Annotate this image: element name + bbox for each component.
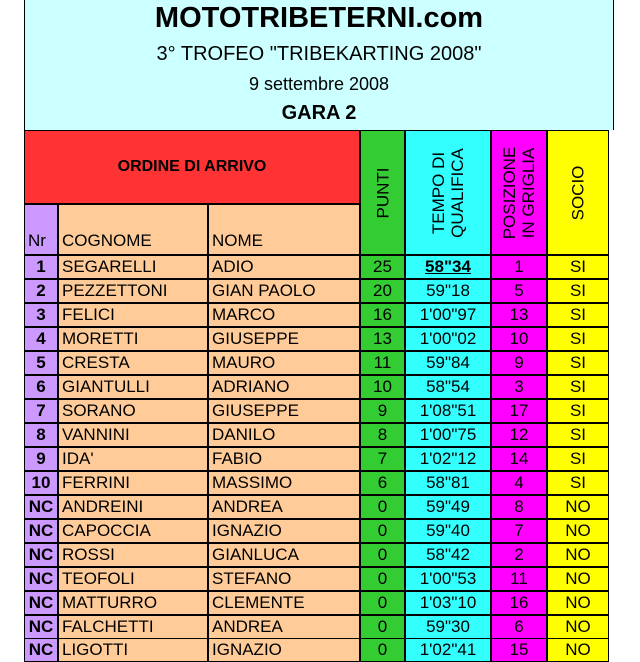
row-member: SI: [547, 255, 609, 279]
race-name: GARA 2: [281, 102, 357, 124]
row-nr: 9: [24, 447, 58, 471]
nr-header: [24, 204, 58, 255]
row-surname: CRESTA: [58, 351, 208, 375]
row-name: IGNAZIO: [208, 519, 360, 543]
row-grid: 4: [491, 471, 547, 495]
results-sheet: [24, 0, 612, 662]
row-nr: NC: [24, 543, 58, 567]
table-row: [24, 327, 612, 351]
grid-header-label: [500, 146, 538, 239]
row-name: GIANLUCA: [208, 543, 360, 567]
row-surname: FELICI: [58, 303, 208, 327]
row-time: 1'00"97: [405, 303, 491, 327]
row-member: SI: [547, 375, 609, 399]
row-time: 59"40: [405, 519, 491, 543]
surname-header-label: COGNOME: [62, 231, 152, 250]
row-grid: 10: [491, 327, 547, 351]
row-name: MAURO: [208, 351, 360, 375]
row-grid: 5: [491, 279, 547, 303]
row-points: 20: [360, 279, 405, 303]
row-points: 7: [360, 447, 405, 471]
row-name: DANILO: [208, 423, 360, 447]
row-surname: VANNINI: [58, 423, 208, 447]
nr-header-label: Nr: [28, 231, 46, 250]
table-row: [24, 567, 612, 591]
row-member: SI: [547, 351, 609, 375]
row-name: ADIO: [208, 255, 360, 279]
table-row: [24, 375, 612, 399]
row-surname: CAPOCCIA: [58, 519, 208, 543]
row-points: 0: [360, 591, 405, 615]
row-points: 13: [360, 327, 405, 351]
row-name: STEFANO: [208, 567, 360, 591]
time-header-label: [429, 148, 467, 238]
row-points: 0: [360, 519, 405, 543]
row-time: 58"81: [405, 471, 491, 495]
row-time: 1'00"53: [405, 567, 491, 591]
row-name: GIAN PAOLO: [208, 279, 360, 303]
row-nr: NC: [24, 591, 58, 615]
row-points: 8: [360, 423, 405, 447]
row-name: GIUSEPPE: [208, 327, 360, 351]
time-header-line1: TEMPO DI: [429, 151, 448, 234]
time-header-line2: QUALIFICA: [448, 147, 467, 238]
row-name: FABIO: [208, 447, 360, 471]
row-name: MASSIMO: [208, 471, 360, 495]
row-points: 11: [360, 351, 405, 375]
row-member: NO: [547, 615, 609, 639]
row-member: SI: [547, 303, 609, 327]
member-header-label: SOCIO: [568, 165, 588, 220]
row-member: NO: [547, 495, 609, 519]
row-member: NO: [547, 519, 609, 543]
row-time: 1'02"41: [405, 638, 491, 662]
row-nr: 4: [24, 327, 58, 351]
row-time: 1'03"10: [405, 591, 491, 615]
time-header: [405, 130, 491, 255]
row-name: ANDREA: [208, 495, 360, 519]
row-nr: 10: [24, 471, 58, 495]
row-grid: 17: [491, 399, 547, 423]
row-member: SI: [547, 279, 609, 303]
row-points: 0: [360, 567, 405, 591]
row-surname: PEZZETTONI: [58, 279, 208, 303]
name-header-label: NOME: [212, 231, 263, 250]
row-name: MARCO: [208, 303, 360, 327]
table-row: [24, 615, 612, 639]
row-member: SI: [547, 327, 609, 351]
order-header: ORDINE DI ARRIVO: [24, 130, 360, 204]
table-row: [24, 638, 612, 662]
row-surname: FERRINI: [58, 471, 208, 495]
row-points: 10: [360, 375, 405, 399]
row-member: SI: [547, 447, 609, 471]
row-grid: 2: [491, 543, 547, 567]
row-surname: SEGARELLI: [58, 255, 208, 279]
table-row: [24, 471, 612, 495]
row-member: SI: [547, 423, 609, 447]
name-header: [208, 204, 360, 255]
row-member: NO: [547, 591, 609, 615]
row-grid: 12: [491, 423, 547, 447]
table-row: [24, 399, 612, 423]
row-member: SI: [547, 399, 609, 423]
row-name: ADRIANO: [208, 375, 360, 399]
row-nr: 7: [24, 399, 58, 423]
row-member: NO: [547, 638, 609, 662]
row-surname: GIANTULLI: [58, 375, 208, 399]
title-block: [24, 0, 614, 130]
row-points: 9: [360, 399, 405, 423]
table-row: [24, 591, 612, 615]
row-points: 0: [360, 495, 405, 519]
row-surname: MATTURRO: [58, 591, 208, 615]
row-grid: 1: [491, 255, 547, 279]
row-time-best: 58"34: [405, 255, 491, 279]
row-member: NO: [547, 567, 609, 591]
row-grid: 7: [491, 519, 547, 543]
row-nr: 8: [24, 423, 58, 447]
surname-header: [58, 204, 208, 255]
row-grid: 16: [491, 591, 547, 615]
points-header-label: PUNTI: [373, 167, 392, 218]
row-time: 59"84: [405, 351, 491, 375]
table-row: [24, 543, 612, 567]
race-date: 9 settembre 2008: [248, 74, 390, 94]
row-time: 58"42: [405, 543, 491, 567]
row-grid: 8: [491, 495, 547, 519]
row-time: 1'02"12: [405, 447, 491, 471]
row-time: 58"54: [405, 375, 491, 399]
row-points: 16: [360, 303, 405, 327]
row-surname: TEOFOLI: [58, 567, 208, 591]
row-points: 0: [360, 615, 405, 639]
row-nr: 6: [24, 375, 58, 399]
points-header: [360, 130, 405, 255]
table-row: [24, 351, 612, 375]
row-nr: 1: [24, 255, 58, 279]
row-time: 1'00"02: [405, 327, 491, 351]
table-row: [24, 495, 612, 519]
row-nr: 2: [24, 279, 58, 303]
row-nr: NC: [24, 519, 58, 543]
row-time: 59"49: [405, 495, 491, 519]
row-time: 1'00"75: [405, 423, 491, 447]
row-surname: LIGOTTI: [58, 638, 208, 662]
trophy-title: 3° TROFEO "TRIBEKARTING 2008": [156, 43, 482, 65]
row-surname: IDA': [58, 447, 208, 471]
row-nr: NC: [24, 567, 58, 591]
row-grid: 3: [491, 375, 547, 399]
row-grid: 13: [491, 303, 547, 327]
row-grid: 14: [491, 447, 547, 471]
grid-header-line1: POSIZIONE: [500, 146, 519, 239]
site-title: MOTOTRIBETERNI.com: [154, 2, 484, 34]
row-grid: 11: [491, 567, 547, 591]
table-row: [24, 279, 612, 303]
table-row: [24, 423, 612, 447]
row-time: 59"18: [405, 279, 491, 303]
row-nr: NC: [24, 615, 58, 639]
row-points: 0: [360, 543, 405, 567]
row-time: 1'08"51: [405, 399, 491, 423]
table-row: [24, 303, 612, 327]
row-points: 25: [360, 255, 405, 279]
row-nr: NC: [24, 638, 58, 662]
row-surname: ANDREINI: [58, 495, 208, 519]
table-row: [24, 519, 612, 543]
row-name: CLEMENTE: [208, 591, 360, 615]
table-header: [24, 130, 612, 255]
table-row: [24, 255, 612, 279]
row-nr: 5: [24, 351, 58, 375]
row-grid: 15: [491, 638, 547, 662]
row-name: GIUSEPPE: [208, 399, 360, 423]
row-member: SI: [547, 471, 609, 495]
row-name: IGNAZIO: [208, 638, 360, 662]
row-points: 0: [360, 638, 405, 662]
row-points: 6: [360, 471, 405, 495]
row-surname: SORANO: [58, 399, 208, 423]
row-nr: 3: [24, 303, 58, 327]
row-surname: MORETTI: [58, 327, 208, 351]
row-surname: ROSSI: [58, 543, 208, 567]
grid-header: [491, 130, 547, 255]
row-time: 59"30: [405, 615, 491, 639]
row-nr: NC: [24, 495, 58, 519]
row-name: ANDREA: [208, 615, 360, 639]
member-header: [547, 130, 609, 255]
row-grid: 9: [491, 351, 547, 375]
grid-header-line2: IN GRIGLIA: [519, 147, 538, 238]
row-grid: 6: [491, 615, 547, 639]
row-surname: FALCHETTI: [58, 615, 208, 639]
row-member: NO: [547, 543, 609, 567]
table-row: [24, 447, 612, 471]
